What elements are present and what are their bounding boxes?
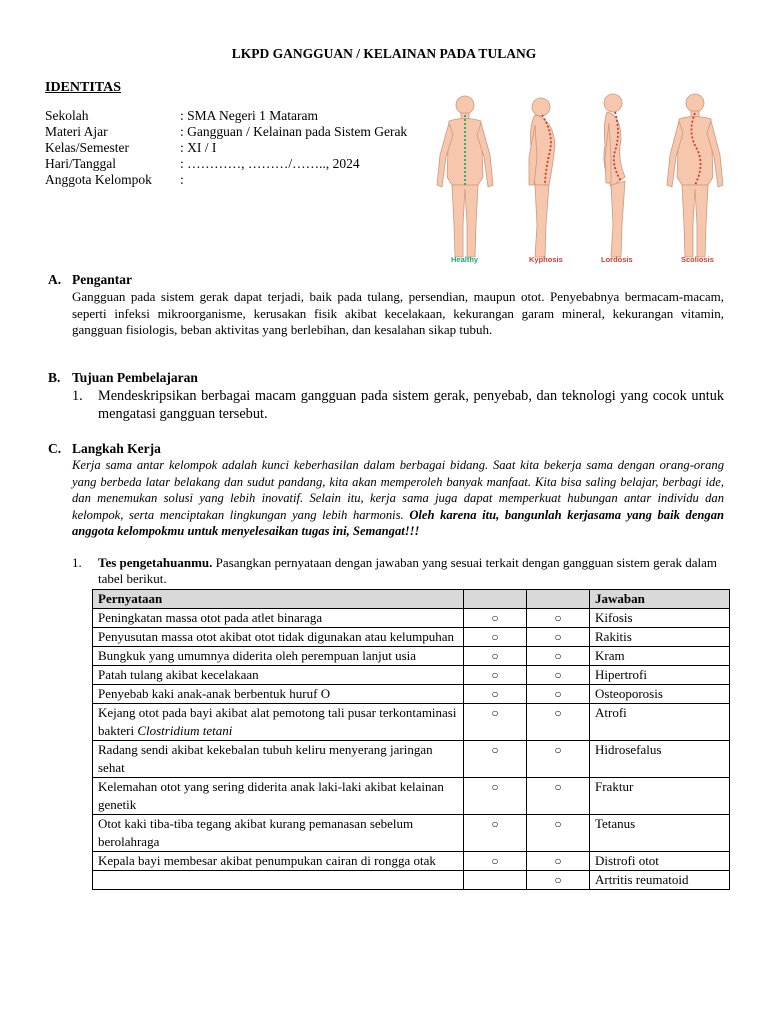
answer-connector-dot[interactable]: ○ bbox=[527, 852, 590, 871]
table-row bbox=[93, 666, 730, 685]
answer-connector-dot[interactable]: ○ bbox=[527, 685, 590, 704]
table-row bbox=[93, 815, 730, 852]
figure-label-lordosis: Lordosis bbox=[601, 255, 633, 264]
page-title: LKPD GANGGUAN / KELAINAN PADA TULANG bbox=[231, 46, 537, 61]
statement-cell: Peningkatan massa otot pada atlet binaraga bbox=[93, 609, 464, 628]
table-row bbox=[93, 685, 730, 704]
statement-cell: Kelemahan otot yang sering diderita anak laki-laki akibat kelainan genetik bbox=[93, 778, 464, 815]
statement-cell: Radang sendi akibat kekebalan tubuh keliru menyerang jaringan sehat bbox=[93, 741, 464, 778]
identity-value: : XI / I bbox=[180, 140, 217, 155]
statement-connector-dot[interactable]: ○ bbox=[464, 852, 527, 871]
identity-value: : …………, ………/…….., 2024 bbox=[180, 156, 360, 171]
answer-connector-dot[interactable]: ○ bbox=[527, 871, 590, 890]
statement-connector-dot[interactable]: ○ bbox=[464, 704, 527, 741]
answer-cell: Hipertrofi bbox=[590, 666, 730, 685]
answer-cell: Distrofi otot bbox=[590, 852, 730, 871]
statement-cell: Otot kaki tiba-tiba tegang akibat kurang pemanasan sebelum berolahraga bbox=[93, 815, 464, 852]
statement-connector-dot[interactable]: ○ bbox=[464, 628, 527, 647]
statement-connector-dot[interactable]: ○ bbox=[464, 666, 527, 685]
statement-connector-dot[interactable]: ○ bbox=[464, 815, 527, 852]
table-row bbox=[93, 871, 730, 890]
statement-connector-dot[interactable]: ○ bbox=[464, 647, 527, 666]
answer-cell: Artritis reumatoid bbox=[590, 871, 730, 890]
statement-cell bbox=[93, 704, 464, 741]
table-row bbox=[93, 628, 730, 647]
section-letter: A. bbox=[48, 272, 62, 287]
task-instruction: Pasangkan pernyataan dengan jawaban yang sesuai terkait dengan gangguan sistem gerak dalam tabel berikut. bbox=[98, 555, 718, 586]
header-blank bbox=[527, 590, 590, 609]
table-header-row bbox=[93, 590, 730, 609]
identitas-heading: IDENTITAS bbox=[45, 80, 121, 95]
table-row bbox=[93, 741, 730, 778]
identity-value: : Gangguan / Kelainan pada Sistem Gerak bbox=[180, 124, 408, 139]
answer-connector-dot[interactable]: ○ bbox=[527, 628, 590, 647]
statement-connector-dot[interactable]: ○ bbox=[464, 685, 527, 704]
identity-table bbox=[45, 108, 420, 188]
answer-connector-dot[interactable]: ○ bbox=[527, 666, 590, 685]
section-b-heading bbox=[48, 370, 198, 386]
answer-connector-dot[interactable]: ○ bbox=[527, 704, 590, 741]
section-c-text: Kerja sama antar kelompok adalah kunci keberhasilan dalam berbagai bidang. Saat kita bekerja sama dengan orang-orang yang berbeda latar belakang dan sudut pandang, kita akan memperoleh banyak manfaat. Kita bisa saling belajar, berbagi ide, dan menemukan solusi yang lebih inovatif. Selain itu, kerja sama juga dapat memperkuat hubungan antar individu dan kelompok, serta menciptakan lingkungan yang lebih harmonis. bbox=[72, 458, 724, 522]
identity-label: Materi Ajar bbox=[45, 124, 108, 139]
answer-cell: Tetanus bbox=[590, 815, 730, 852]
section-c-heading bbox=[48, 441, 161, 457]
species-name: Clostridium tetani bbox=[137, 723, 233, 738]
header-answer: Jawaban bbox=[590, 590, 730, 609]
table-row bbox=[93, 609, 730, 628]
identity-row-subject bbox=[45, 124, 420, 140]
section-c-paragraph bbox=[72, 457, 724, 540]
kyphosis-body-figure bbox=[529, 98, 555, 257]
table-row bbox=[93, 647, 730, 666]
table-row bbox=[93, 778, 730, 815]
answer-connector-dot[interactable]: ○ bbox=[527, 609, 590, 628]
table-row bbox=[93, 852, 730, 871]
section-a-paragraph: Gangguan pada sistem gerak dapat terjadi, baik pada tulang, persendian, maupun otot. Penyebabnya bermacam-macam, seperti infeksi mikroorganisme, kerusakan fisik akibat kecelakaan, kekurangan garam mineral, kekurangan vitamin, gangguan fisiologis, beban aktivitas yang berlebihan, dan kesalahan sikap tubuh. bbox=[72, 289, 724, 337]
section-title: Tujuan Pembelajaran bbox=[72, 370, 198, 385]
identity-label: Anggota Kelompok bbox=[45, 172, 152, 187]
statement-cell: Penyebab kaki anak-anak berbentuk huruf O bbox=[93, 685, 464, 704]
lordosis-body-figure bbox=[604, 94, 625, 257]
answer-cell: Atrofi bbox=[590, 704, 730, 741]
identity-row-members bbox=[45, 172, 420, 188]
figure-label-kyphosis: Kyphosis bbox=[529, 255, 563, 264]
identity-value: : bbox=[180, 172, 184, 187]
objective-text: Mendeskripsikan berbagai macam gangguan pada sistem gerak, penyebab, dan teknologi yang cocok untuk mengatasi gangguan tersebut. bbox=[98, 388, 724, 422]
statement-cell: Patah tulang akibat kecelakaan bbox=[93, 666, 464, 685]
identity-label: Sekolah bbox=[45, 108, 89, 123]
section-title: Pengantar bbox=[72, 272, 132, 287]
section-title: Langkah Kerja bbox=[72, 441, 161, 456]
answer-cell: Rakitis bbox=[590, 628, 730, 647]
statement-cell: Bungkuk yang umumnya diderita oleh perempuan lanjut usia bbox=[93, 647, 464, 666]
header-blank bbox=[464, 590, 527, 609]
answer-cell: Fraktur bbox=[590, 778, 730, 815]
task-number: 1. bbox=[72, 555, 82, 570]
task-title: Tes pengetahuanmu. bbox=[98, 555, 213, 570]
task-1 bbox=[72, 555, 724, 587]
statement-connector-dot[interactable]: ○ bbox=[464, 741, 527, 778]
statement-text: Kejang otot pada bayi akibat alat pemotong tali pusar terkontaminasi bakteri bbox=[98, 705, 457, 738]
table-row bbox=[93, 704, 730, 741]
answer-connector-dot[interactable]: ○ bbox=[527, 815, 590, 852]
statement-connector-empty bbox=[464, 871, 527, 890]
scoliosis-body-figure bbox=[667, 94, 723, 257]
identity-row-school bbox=[45, 108, 420, 124]
answer-cell: Osteoporosis bbox=[590, 685, 730, 704]
spine-posture-figure bbox=[425, 85, 745, 270]
answer-cell: Hidrosefalus bbox=[590, 741, 730, 778]
section-a-heading bbox=[48, 272, 132, 288]
figure-label-healthy: Healthy bbox=[451, 255, 479, 264]
answer-connector-dot[interactable]: ○ bbox=[527, 778, 590, 815]
header-statement: Pernyataan bbox=[93, 590, 464, 609]
identity-value: : SMA Negeri 1 Mataram bbox=[180, 108, 318, 123]
figure-label-scoliosis: Scoliosis bbox=[681, 255, 714, 264]
answer-cell: Kifosis bbox=[590, 609, 730, 628]
statement-connector-dot[interactable]: ○ bbox=[464, 609, 527, 628]
statement-cell: Penyusutan massa otot akibat otot tidak digunakan atau kelumpuhan bbox=[93, 628, 464, 647]
statement-connector-dot[interactable]: ○ bbox=[464, 778, 527, 815]
answer-cell: Kram bbox=[590, 647, 730, 666]
identity-label: Kelas/Semester bbox=[45, 140, 129, 155]
answer-connector-dot[interactable]: ○ bbox=[527, 741, 590, 778]
answer-connector-dot[interactable]: ○ bbox=[527, 647, 590, 666]
matching-table bbox=[92, 589, 730, 890]
identity-row-class bbox=[45, 140, 420, 156]
task-text bbox=[98, 555, 724, 587]
list-number: 1. bbox=[72, 388, 83, 404]
identity-label: Hari/Tanggal bbox=[45, 156, 117, 171]
objective-item bbox=[72, 387, 724, 423]
section-c-emphasis: Oleh karena itu, bangunlah kerjasama yang baik dengan anggota kelompokmu untuk menyelesaikan tugas ini, Semangat!!! bbox=[72, 507, 725, 539]
statement-cell bbox=[93, 871, 464, 890]
identity-row-date bbox=[45, 156, 420, 172]
statement-cell: Kepala bayi membesar akibat penumpukan cairan di rongga otak bbox=[93, 852, 464, 871]
section-letter: B. bbox=[48, 370, 61, 385]
section-letter: C. bbox=[48, 441, 62, 456]
